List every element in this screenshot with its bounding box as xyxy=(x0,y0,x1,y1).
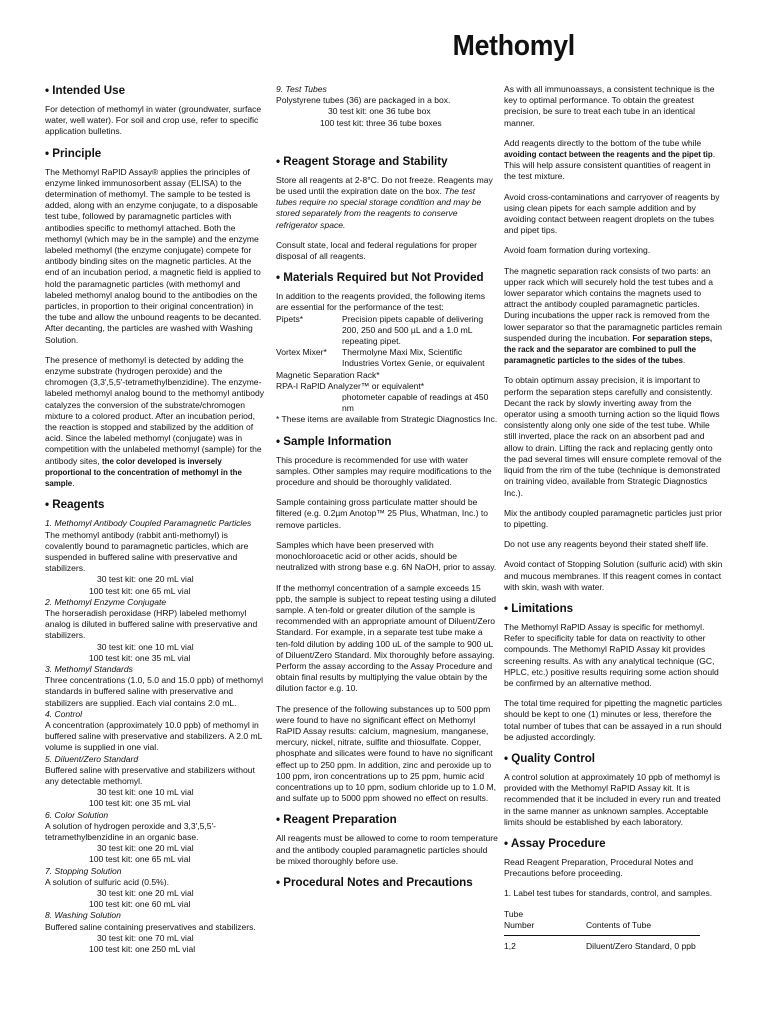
tube-row-number: 1,2 xyxy=(504,940,516,951)
tube-header-line-2: Number xyxy=(504,919,535,930)
materials-heading: • Materials Required but Not Provided xyxy=(276,271,484,285)
materials-table xyxy=(276,314,498,370)
notes-p5-text: The magnetic separation rack consists of two parts: an upper rack which will securely hold the test tubes and a lower separator which contains the magnets used to attract the antibody coupled paramagnetic particles. During incubations the upper rack is removed from the lower separator so that the paramagnetic particles remain suspended during the incubation. xyxy=(504,265,723,343)
limitations-paragraph-2: The total time required for pipetting the magnetic particles should be kept to one (1) minutes or less, therefore the total number of tubes that can be assayed in a run should be adjusted accordingly. xyxy=(504,698,723,742)
sample-paragraph-1: This procedure is recommended for use with water samples. Other samples may require modifications to the procedure and should be thoroughly validated. xyxy=(276,454,492,488)
notes-paragraph-6: To obtain optimum assay precision, it is important to perform the separation steps carefully and consistently. Decant the rack by slowly inverting away from the operator using a smooth turning action so the liquid flows consistently along only one side of the test tube. While still inverted, place the rack on an absorbent pad and allow to drain. Lifting the rack and replacing gently onto the pad several times will ensure complete removal of the liquid from the rim of the tube (technique is demonstrated on training video, available from Strategic Diagnostics Inc.). xyxy=(504,375,722,498)
sample-paragraph-2: Sample containing gross particulate matter should be filtered (e.g. 0.2µm Anotop™ 25 Plus, Whatman, Inc.) to remove particles. xyxy=(276,497,489,530)
intended-use-heading: • Intended Use xyxy=(45,84,126,97)
reagent-7-text: A solution of sulfuric acid (0.5%). xyxy=(45,876,169,887)
notes-paragraph-2 xyxy=(504,138,724,183)
notes-p2-end: . This will help assure consistent quantities of reagent in the test mixture. xyxy=(504,149,716,182)
reagent-1-title: 1. Methomyl Antibody Coupled Paramagnetic Particles xyxy=(45,518,252,529)
reagent-1-text: The methomyl antibody (rabbit anti-methomyl) is covalently bound to paramagnetic particles, which are suspended in buffered saline with preservative and stabilizers. xyxy=(45,529,249,574)
notes-p2-bold: avoiding contact between the reagents and the pipet tip xyxy=(504,150,713,160)
reagent-8-text: Buffered saline containing preservatives and stabilizers. xyxy=(45,921,256,932)
reagent-6-kit-30: 30 test kit: one 20 mL vial xyxy=(97,843,194,854)
principle-p2-text: The presence of methomyl is detected by adding the enzyme substrate (hydrogen peroxide) and the chromogen (3,3',5,5'-tetramethylbenzidine). The enzyme-labeled methomyl analog bound to the methomyl antibody catalyzes the conversion of the substrate/chromogen mixture to a colored product. After an incubation period, the reaction is stopped and stabilized by the addition of acid. Since the labeled methomyl (conjugate) was in competition with the unlabeled methomyl (sample) for the antibody sites, xyxy=(45,354,265,466)
limitations-heading: • Limitations xyxy=(504,601,574,615)
pipets-label: Pipets* xyxy=(276,313,304,324)
quality-control-heading: • Quality Control xyxy=(504,751,596,765)
reagent-2-text: The horseradish peroxidase (HRP) labeled methomyl analog is diluted in buffered saline with preservative and stabilizers. xyxy=(45,607,258,641)
notes-paragraph-3: Avoid cross-contaminations and carryover of reagents by using clean pipets for each sample addition and by avoiding contact between reagent droplets on the tubes and pipet tips. xyxy=(504,191,720,236)
reagent-7-kit-100: 100 test kit: one 60 mL vial xyxy=(89,899,191,910)
notes-paragraph-8: Do not use any reagents beyond their stated shelf life. xyxy=(504,539,709,550)
storage-heading: • Reagent Storage and Stability xyxy=(276,154,448,168)
materials-note: * These items are available from Strategic Diagnostics Inc. xyxy=(276,414,498,425)
principle-paragraph-2 xyxy=(45,355,267,489)
tube-row-contents: Diluent/Zero Standard, 0 ppb xyxy=(586,940,696,951)
sample-paragraph-5: The presence of the following substances up to 500 ppm were found to have no significant effect on Methomyl RaPID Assay results: calcium, magnesium, manganese, mercury, nickel, nitrate, sulfite and thiosulfate. Copper, phosphate and silicates were found to have no significant effect up to 250 ppm. In addition, zinc and peroxide up to 100 ppm, iron concentrations up to 25 ppm, humic acid concentrations up to 10 ppm, sodium chloride up to 1.0 M, and sulfate up to 5000 ppm showed no effect on results. xyxy=(276,703,496,804)
notes-paragraph-9: Avoid contact of Stopping Solution (sulfuric acid) with skin and mucous membranes. If this reagent comes in contact with skin, wash with water. xyxy=(504,559,723,592)
storage-disposal-text: Consult state, local and federal regulations for proper disposal of all reagents. xyxy=(276,239,477,262)
reagent-6-kit-100: 100 test kit: one 65 mL vial xyxy=(89,854,191,865)
assay-intro: Read Reagent Preparation, Procedural Notes and Precautions before proceeding. xyxy=(504,856,694,879)
reagent-8-title: 8. Washing Solution xyxy=(45,910,121,921)
notes-p5-end: . xyxy=(682,355,686,366)
column-3 xyxy=(504,84,724,952)
sample-heading: • Sample Information xyxy=(276,434,392,448)
tube-table-row xyxy=(504,941,724,952)
reagent-4-text: A concentration (approximately 10.0 ppb) of methomyl in buffered saline with preservative and stabilizers. A 2.0 mL volume is supplied in one vial. xyxy=(45,719,263,753)
tube-contents-header: Contents of Tube xyxy=(586,919,652,930)
notes-p2-text: Add reagents directly to the bottom of the tube while xyxy=(504,137,702,148)
reagent-9-title: 9. Test Tubes xyxy=(276,84,327,94)
pipets-value: Precision pipets capable of delivering 200, 250 and 500 µL and a 1.0 mL repeating pipet. xyxy=(342,313,484,347)
reagent-5-title: 5. Diluent/Zero Standard xyxy=(45,753,139,764)
reagent-2-kit-30: 30 test kit: one 10 mL vial xyxy=(97,641,194,652)
tube-table-divider xyxy=(504,935,700,936)
reagent-8-kit-100: 100 test kit: one 250 mL vial xyxy=(89,944,196,955)
materials-analyzer-value: photometer capable of readings at 450 nm xyxy=(342,392,489,414)
principle-p2-end: . xyxy=(72,478,75,489)
notes-p5-bold: For separation steps, the rack and the separator are combined to pull the paramagnetic particles to the sides of the tubes xyxy=(504,333,713,366)
materials-row-vortex xyxy=(276,347,498,369)
notes-paragraph-1: As with all immunoassays, a consistent technique is the key to optimal performance. To obtain the greatest precision, be sure to treat each tube in an identical manner. xyxy=(504,84,715,128)
sample-paragraph-3: Samples which have been preserved with monochloroacetic acid or other acids, should be neutralized with strong base e.g. 6N NaOH, prior to assay. xyxy=(276,539,497,573)
reagents-heading: • Reagents xyxy=(45,498,105,512)
reagent-2-kit-100: 100 test kit: one 35 mL vial xyxy=(89,652,191,663)
materials-row-pipets xyxy=(276,314,498,348)
reagent-7-kit-30: 30 test kit: one 20 mL vial xyxy=(97,888,194,898)
tube-header-line-1: Tube xyxy=(504,908,524,919)
reagent-2-title: 2. Methomyl Enzyme Conjugate xyxy=(45,596,167,607)
reagent-3-text: Three concentrations (1.0, 5.0 and 15.0 ppb) of methomyl standards in buffered saline with preservative and stabilizers are supplied. Each vial contains 2.0 mL. xyxy=(45,675,264,708)
column-1 xyxy=(45,84,267,955)
storage-text-plain: Store all reagents at 2-8°C. Do not freeze. Reagents may be used until the expiration date on the box. xyxy=(276,174,493,197)
reagent-6-text: A solution of hydrogen peroxide and 3,3',5,5'-tetramethylbenzidine in an organic base. xyxy=(45,820,216,842)
reagent-3-title: 3. Methomyl Standards xyxy=(45,663,133,674)
tube-number-header xyxy=(504,909,586,931)
reagent-5-kit-100: 100 test kit: one 35 mL vial xyxy=(89,798,191,809)
limitations-paragraph-1: The Methomyl RaPID Assay is specific for methomyl. Refer to specificity table for data on reactivity to other compounds. The Methomyl RaPID Assay kit provides screening results. As with any analytical technique (GC, HPLC, etc.) positive results requiring some action should be confirmed by an alternative method. xyxy=(504,621,719,688)
column-2 xyxy=(276,84,498,896)
tube-table-header xyxy=(504,909,724,931)
materials-rack: Magnetic Separation Rack* xyxy=(276,369,380,380)
reagent-preparation-heading: • Reagent Preparation xyxy=(276,813,397,827)
notes-paragraph-5 xyxy=(504,266,724,367)
intended-use-text: For detection of methomyl in water (groundwater, surface water, well water). For soil and crop use, refer to specific application bulletins. xyxy=(45,104,262,137)
principle-heading: • Principle xyxy=(45,146,102,160)
vortex-value: Thermolyne Maxi Mix, Scientific Industries Vortex Genie, or equivalent xyxy=(342,347,485,369)
reagent-7-title: 7. Stopping Solution xyxy=(45,865,122,876)
storage-text-italic: The test tubes require no special storage condition and may be stored separately from the reagents to conserve refrigerator space. xyxy=(276,186,482,230)
notes-paragraph-7: Mix the antibody coupled paramagnetic particles just prior to pipetting. xyxy=(504,507,723,529)
reagent-8-kit-30: 30 test kit: one 70 mL vial xyxy=(97,932,194,943)
procedural-notes-heading: • Procedural Notes and Precautions xyxy=(276,875,473,889)
quality-control-text: A control solution at approximately 10 ppb of methomyl is provided with the Methomyl RaPID Assay kit. It is recommended that it be included in every run and treated in the same manner as unknown samples. Acceptable limits should be established by each laboratory. xyxy=(504,771,721,827)
assay-procedure-heading: • Assay Procedure xyxy=(504,836,606,850)
reagent-5-text: Buffered saline with preservative and stabilizers without any detectable methomyl. xyxy=(45,764,255,786)
reagent-4-title: 4. Control xyxy=(45,708,83,719)
vortex-label: Vortex Mixer* xyxy=(276,347,327,358)
reagent-9-kit-100: 100 test kit: three 36 tube boxes xyxy=(320,117,442,128)
sample-paragraph-4: If the methomyl concentration of a sample exceeds 15 ppb, the sample is subject to repeat testing using a diluted sample. A ten-fold or greater dilution of the sample is recommended with an appropriate amount of Diluent/Zero Standard. For example, in a separate test tube make a ten-fold dilution by adding 100 uL of the sample to 900 uL of Diluent/Zero Standard. Mix thoroughly before assaying. Perform the assay according to the Assay Procedure and obtain final results by multiplying the value obtain by the dilution factor e.g. 10. xyxy=(276,582,496,694)
materials-analyzer: RPA-I RaPID Analyzer™ or equivalent* xyxy=(276,380,425,391)
reagent-6-title: 6. Color Solution xyxy=(45,809,109,820)
principle-paragraph-1: The Methomyl RaPID Assay® applies the principles of enzyme linked immunosorbent assay (ELISA) to the determination of methomyl. The sample to be tested is added, along with an enzyme conjugate, to a disposable test tube, followed by paramagnetic particles with antibodies specific to methomyl attached. Both the methomyl (which may be in the sample) and the enzyme labeled methomyl (the enzyme conjugate) compete for antibody binding sites on the magnetic particles. At the end of an incubation period, a magnetic field is applied to hold the paramagnetic particles (with methomyl and labeled methomyl analog bound to the antibodies on the particles, in proportion to their original concentration) in the tube and allow the unbound reagents to be decanted. After decanting, the particles are washed with Washing Solution. xyxy=(45,166,262,345)
reagent-5-kit-30: 30 test kit: one 10 mL vial xyxy=(97,787,194,798)
storage-text xyxy=(276,175,498,231)
reagent-preparation-text: All reagents must be allowed to come to room temperature and the antibody coupled paramagnetic particles should be mixed thoroughly before use. xyxy=(276,833,498,866)
assay-step-1: 1. Label test tubes for standards, control, and samples. xyxy=(504,888,713,899)
reagent-9-kit-30: 30 test kit: one 36 tube box xyxy=(328,106,431,117)
reagent-1-kit-100: 100 test kit: one 65 mL vial xyxy=(89,585,191,596)
reagent-9-text: Polystyrene tubes (36) are packaged in a box. xyxy=(276,95,451,106)
principle-p2-bold: the color developed is inversely proportional to the concentration of methomyl in the sample xyxy=(45,456,242,489)
materials-intro: In addition to the reagents provided, the following items are essential for the performance of the test: xyxy=(276,291,486,313)
notes-paragraph-4: Avoid foam formation during vortexing. xyxy=(504,245,651,256)
reagent-1-kit-30: 30 test kit: one 20 mL vial xyxy=(97,574,194,585)
page-title: Methomyl xyxy=(452,30,575,62)
